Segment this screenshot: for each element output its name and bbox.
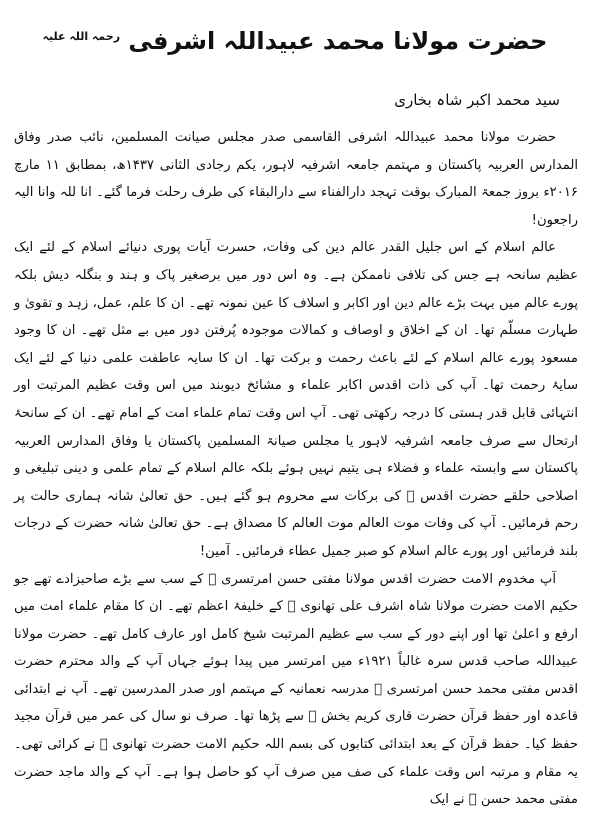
article-author: سید محمد اکبر شاہ بخاری [394,91,560,109]
article-title [0,22,590,56]
paragraph-3: آپ مخدوم الامت حضرت اقدس مولانا مفتی حسن امرتسری ﷫ کے سب سے بڑے صاحبزادے تھے جو حکیم الامت حضرت مولانا شاہ اشرف علی تھانوی ﷫ کے خلیفۂ اعظم تھے۔ ان کا مقام علماء امت میں ارفع و اعلیٰ تھا اور اپنے دور کے سب سے عظیم المرتبت شیخ کامل اور عارف کامل تھے۔ حضرت مولانا عبیداللہ صاحب قدس سرہ غالباً ۱۹۲۱ء میں امرتسر میں پیدا ہوئے جہاں آپ کے والد محترم حضرت اقدس مفتی محمد حسن امرتسری ﷫ مدرسہ نعمانیہ کے مہتمم اور صدر المدرسین تھے۔ آپ نے ابتدائی قاعدہ اور حفظ قرآن حضرت قاری کریم بخش ﷫ سے پڑھا تھا۔ صرف نو سال کی عمر میں قرآن مجید حفظ کیا۔ حفظ قرآن کے بعد ابتدائی کتابوں کی بسم اللہ حکیم الامت حضرت تھانوی ﷫ نے کرائی تھی۔ یہ مقام و مرتبہ اس وقت علماء کی صف میں صرف آپ کو حاصل ہوا ہے۔ آپ کے والد ماجد حضرت مفتی محمد حسن ﷫ نے ایک [14,571,579,808]
paragraph-2: عالم اسلام کے اس جلیل القدر عالم دین کی وفات، حسرت آیات پوری دنیائے اسلام کے لئے ایک عظیم سانحہ ہے جس کی تلافی ناممکن ہے۔ وہ اس دور میں برصغیر پاک و ہند و بنگلہ دیش بلکہ پورے عالم میں بہت بڑے عالم دین اور اکابر و اسلاف کا عین نمونہ تھے۔ ان کا علم، عمل، زہد و تقویٰ و طہارت مسلّم تھا۔ ان کے اخلاق و اوصاف و کمالات موجودہ پُرفتن دور میں بے مثل تھے۔ ان کا وجود مسعود پورے عالم اسلام کے لئے باعث رحمت و برکت تھا۔ ان کا سایہ عاطفت علمی دنیا کے لئے ایک سایۂ رحمت تھا۔ آپ کی ذات اقدس اکابر علماء و مشائخ دیوبند میں اس وقت عظیم المرتبت اور انتہائی قابل قدر ہستی کا درجہ رکھتی تھی۔ آپ اس وقت تمام علماء امت کے امام تھے۔ ان کے سانحۂ ارتحال سے صرف جامعہ اشرفیہ لاہور یا مجلس صیانۃ المسلمین پاکستان یا وفاق المدارس العربیہ پاکستان سے وابستہ علماء و فضلاء ہی یتیم نہیں ہوئے بلکہ عالم اسلام کے تمام علمی و دینی تبلیغی و اصلاحی حلقے حضرت اقدس ﷫ کی برکات سے محروم ہو گئے ہیں۔ حق تعالیٰ شانہ ہماری حالت پر رحم فرمائیں۔ آپ کی وفات موت العالم موت العالم کا مصداق ہے۔ حق تعالیٰ شانہ حضرت کے درجات بلند فرمائیں اور پورے عالم اسلام کو صبر جمیل عطاء فرمائیں۔ آمین! [14,240,578,559]
title-honorific: رحمہ اللہ علیہ [42,30,121,43]
article-title-text: حضرت مولانا محمد عبیداللہ اشرفی [128,27,548,55]
article-body [14,124,578,814]
paragraph-1: حضرت مولانا محمد عبیداللہ اشرفی القاسمی صدر مجلس صیانت المسلمین، نائب صدر وفاق المدارس العربیہ پاکستان و مہتمم جامعہ اشرفیہ لاہور، یکم رجادی الثانی ۱۴۳۷ھ، بمطابق ۱۱ مارچ ۲۰۱۶ء بروز جمعۃ المبارک بوقت تہجد دارالفناء سے دارالبقاء کی طرف رحلت فرما گئے۔ انا للہ وانا الیہ راجعون! [14,130,579,228]
